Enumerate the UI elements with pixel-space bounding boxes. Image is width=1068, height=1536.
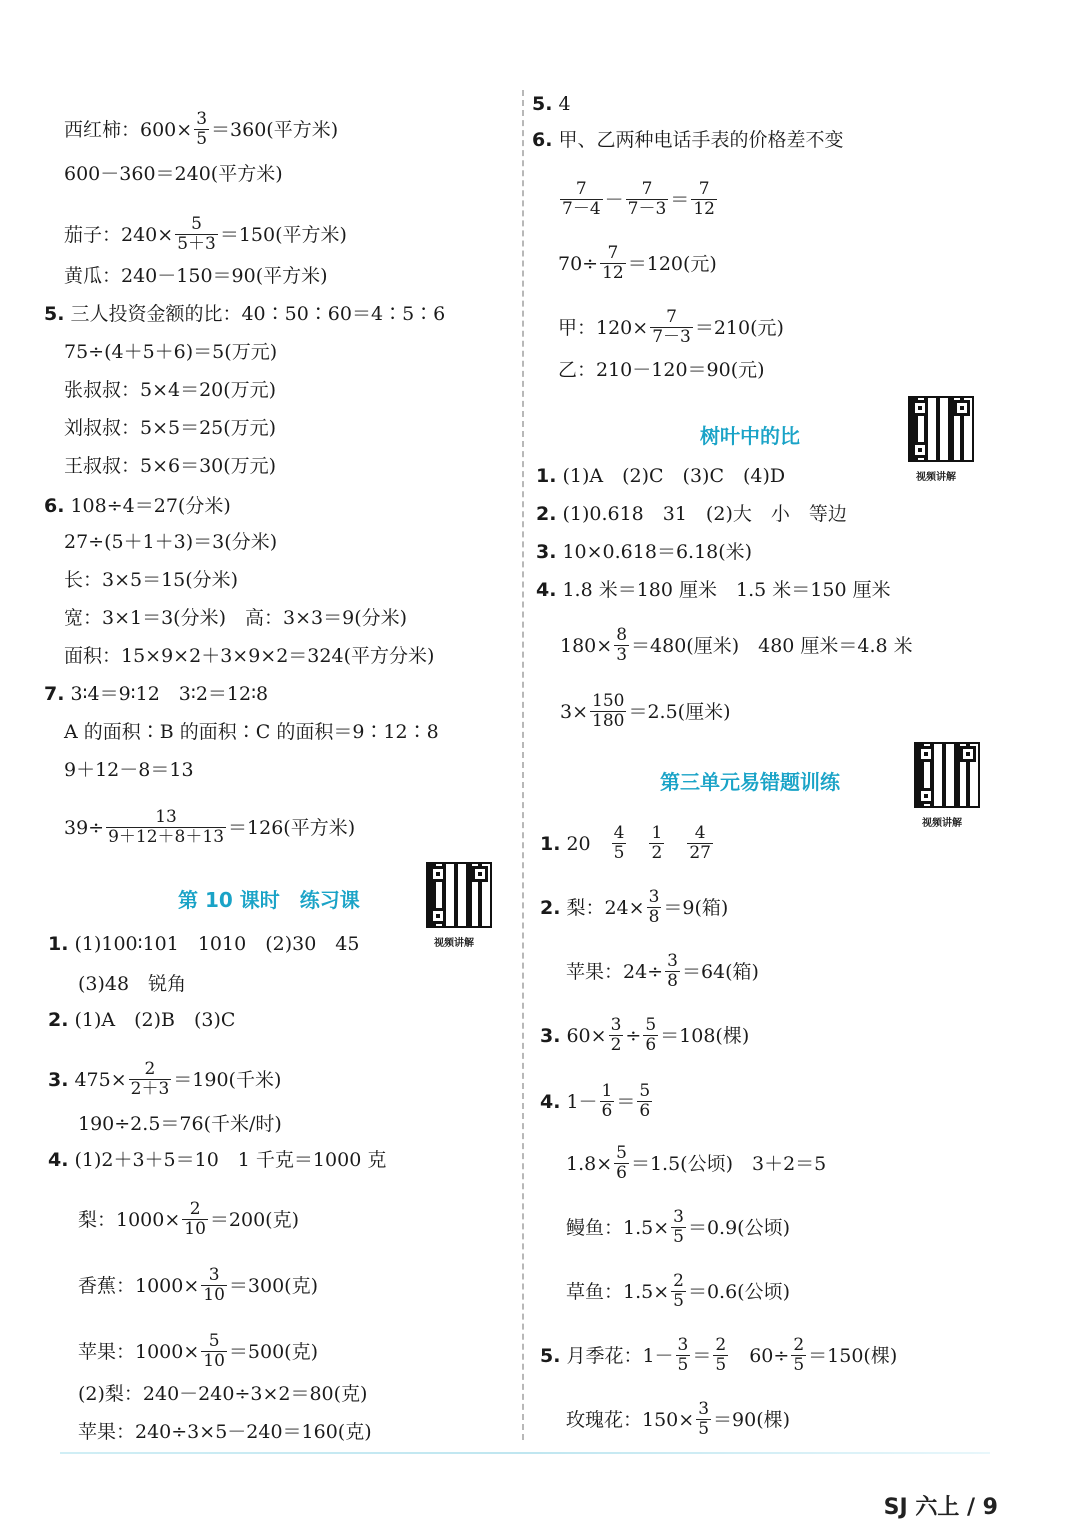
fraction: 2 5 — [715, 1335, 727, 1375]
fraction: 7 7－4 — [562, 179, 601, 219]
answer-line: 香蕉：1000× $\frac{3}{10}$ ＝300(克) — [78, 1265, 319, 1305]
answer-line: 3× $\frac{150}{180}$ ＝2.5(厘米) — [560, 691, 731, 731]
fraction: $\frac{3}{5}$ — [698, 1399, 710, 1439]
fraction: $\frac{7}{7-3}$ — [652, 307, 691, 347]
answer-line: 9＋12－8＝13 — [64, 759, 194, 781]
answer-line: 面积：15×9×2＋3×9×2＝324(平方分米) — [64, 645, 435, 667]
fraction: $\frac{150}{180}$ — [592, 691, 625, 731]
fraction: 1 6 — [601, 1081, 613, 1121]
fraction: $\frac{5}{5+3}$ — [177, 214, 216, 254]
qr-label: 视频讲解 — [434, 938, 474, 949]
fraction: 7 12 — [693, 179, 715, 219]
fraction: $\frac{2}{5}$ — [673, 1271, 684, 1311]
section-title-lesson10: 第 10 课时 练习课 — [178, 888, 360, 912]
fraction: $\frac{2}{5}$ — [793, 1335, 805, 1375]
question-line: 2. (1)A (2)B (3)C — [48, 1009, 236, 1031]
fraction: $\frac{2}{2+3}$ — [130, 1059, 170, 1099]
page-number: SJ 六上 / 9 — [883, 1495, 998, 1520]
answer-line: 75÷(4＋5＋6)＝5(万元) — [64, 341, 278, 363]
question-line: 3. 475× $\frac{2}{2+3}$ ＝190(千米) — [48, 1059, 282, 1099]
fraction: $\frac{3}{8}$ — [667, 951, 678, 991]
answer-line: 长：3×5＝15(分米) — [64, 569, 239, 591]
question-line: 1. (1)A (2)C (3)C (4)D — [536, 465, 786, 487]
answer-line: 梨：1000× $\frac{2}{10}$ ＝200(克) — [78, 1199, 300, 1239]
question-line: 6. 甲、乙两种电话手表的价格差不变 — [532, 129, 844, 151]
answer-line: 苹果：1000× $\frac{5}{10}$ ＝500(克) — [78, 1331, 319, 1371]
question-line: 4. 1－ 1 6 ＝ 5 6 — [540, 1081, 651, 1121]
question-line: 2. (1)0.618 31 (2)大 小 等边 — [536, 503, 847, 525]
answer-line: 苹果：240÷3×5－240＝160(克) — [78, 1421, 372, 1443]
section-title-leaf-ratio: 树叶中的比 — [700, 424, 800, 448]
answer-line: 27÷(5＋1＋3)＝3(分米) — [64, 531, 278, 553]
answer-line: (2)梨：240－240÷3×2＝80(克) — [78, 1383, 368, 1405]
answer-line: 西红柿：600× $\frac{3}{5}$ ＝360(平方米) — [64, 109, 339, 149]
answer-line: 甲：120× $\frac{7}{7-3}$ ＝210(元) — [558, 307, 784, 347]
fraction: 1 2 — [651, 823, 663, 863]
fraction: $\frac{2}{10}$ — [184, 1199, 206, 1239]
question-line: 5. 4 — [532, 93, 571, 115]
answer-line: 刘叔叔：5×5＝25(万元) — [64, 417, 277, 439]
fraction: $\frac{3}{10}$ — [203, 1265, 225, 1305]
fraction: $\frac{5}{10}$ — [203, 1331, 225, 1371]
qr-code-icon[interactable] — [426, 862, 492, 928]
question-line: 3. 10×0.618＝6.18(米) — [536, 541, 753, 563]
question-line: 4. (1)2＋3＋5＝10 1 千克＝1000 克 — [48, 1149, 387, 1171]
section-title-unit3-errors: 第三单元易错题训练 — [660, 770, 840, 794]
footer-rule — [60, 1452, 990, 1454]
answer-line: 70÷ $\frac{7}{12}$ ＝120(元) — [558, 243, 717, 283]
fraction: $\frac{5}{6}$ — [616, 1143, 627, 1183]
qr-code-icon[interactable] — [914, 742, 980, 808]
column-divider — [522, 90, 524, 1440]
question-line: 1. 20 4 5 1 2 4 27 — [540, 823, 711, 863]
answer-line: 宽：3×1＝3(分米) 高：3×3＝9(分米) — [64, 607, 408, 629]
answer-line: 190÷2.5＝76(千米/时) — [78, 1113, 282, 1135]
answer-line: 乙：210－120＝90(元) — [558, 359, 765, 381]
answer-line: 600－360＝240(平方米) — [64, 163, 283, 185]
question-line: 1. (1)100∶101 1010 (2)30 45 — [48, 933, 360, 955]
fraction: $\frac{13}{9+12+8+13}$ — [108, 807, 225, 847]
fraction: 3 5 — [677, 1335, 689, 1375]
fraction: $\frac{5}{6}$ — [645, 1015, 657, 1055]
qr-label: 视频讲解 — [916, 472, 956, 483]
fraction: $\frac{7}{12}$ — [602, 243, 624, 283]
answer-line: 茄子：240× $\frac{5}{5+3}$ ＝150(平方米) — [64, 214, 347, 254]
question-line: 2. 梨：24× $\frac{3}{8}$ ＝9(箱) — [540, 887, 729, 927]
answer-line: 王叔叔：5×6＝30(万元) — [64, 455, 277, 477]
fraction: $\frac{3}{5}$ — [673, 1207, 684, 1247]
fraction: $\frac{3}{8}$ — [648, 887, 660, 927]
answer-line: A 的面积∶B 的面积∶C 的面积＝9∶12∶8 — [64, 721, 439, 743]
qr-label: 视频讲解 — [922, 818, 962, 829]
answer-line: 张叔叔：5×4＝20(万元) — [64, 379, 277, 401]
answer-line: 玫瑰花：150× $\frac{3}{5}$ ＝90(棵) — [566, 1399, 791, 1439]
question-line: 3. 60× $\frac{3}{2}$ ÷ $\frac{5}{6}$ ＝108(棵) — [540, 1015, 750, 1055]
answer-line: 7 7－4 － 7 7－3 ＝ 7 12 — [562, 179, 715, 219]
answer-line: 鳗鱼：1.5× $\frac{3}{5}$ ＝0.9(公顷) — [566, 1207, 791, 1247]
answer-line: 180× $\frac{8}{3}$ ＝480(厘米) 480 厘米＝4.8 米 — [560, 625, 913, 665]
question-line: 4. 1.8 米＝180 厘米 1.5 米＝150 厘米 — [536, 579, 891, 601]
answer-line: 草鱼：1.5× $\frac{2}{5}$ ＝0.6(公顷) — [566, 1271, 791, 1311]
answer-line: 黄瓜：240－150＝90(平方米) — [64, 265, 328, 287]
answer-line: 39÷ $\frac{13}{9+12+8+13}$ ＝126(平方米) — [64, 807, 356, 847]
fraction: 5 6 — [639, 1081, 651, 1121]
fraction: 7 7－3 — [627, 179, 667, 219]
question-line: 5. 三人投资金额的比：40∶50∶60＝4∶5∶6 — [44, 303, 446, 325]
question-line: 7. 3∶4＝9∶12 3∶2＝12∶8 — [44, 683, 269, 705]
answer-line: (3)48 锐角 — [78, 973, 187, 995]
fraction: $\frac{8}{3}$ — [616, 625, 628, 665]
fraction: 4 27 — [689, 823, 711, 863]
answer-line: 苹果：24÷ $\frac{3}{8}$ ＝64(箱) — [566, 951, 759, 991]
fraction: $\frac{3}{2}$ — [610, 1015, 622, 1055]
question-line: 5. 月季花：1－ 3 5 ＝ 2 5 60÷ $\frac{2}{5}$ ＝150(棵) — [540, 1335, 898, 1375]
fraction: $\frac{3}{5}$ — [196, 109, 208, 149]
fraction: 4 5 — [613, 823, 625, 863]
answer-line: 1.8× $\frac{5}{6}$ ＝1.5(公顷) 3＋2＝5 — [566, 1143, 827, 1183]
qr-code-icon[interactable] — [908, 396, 974, 462]
question-line: 6. 108÷4＝27(分米) — [44, 495, 231, 517]
